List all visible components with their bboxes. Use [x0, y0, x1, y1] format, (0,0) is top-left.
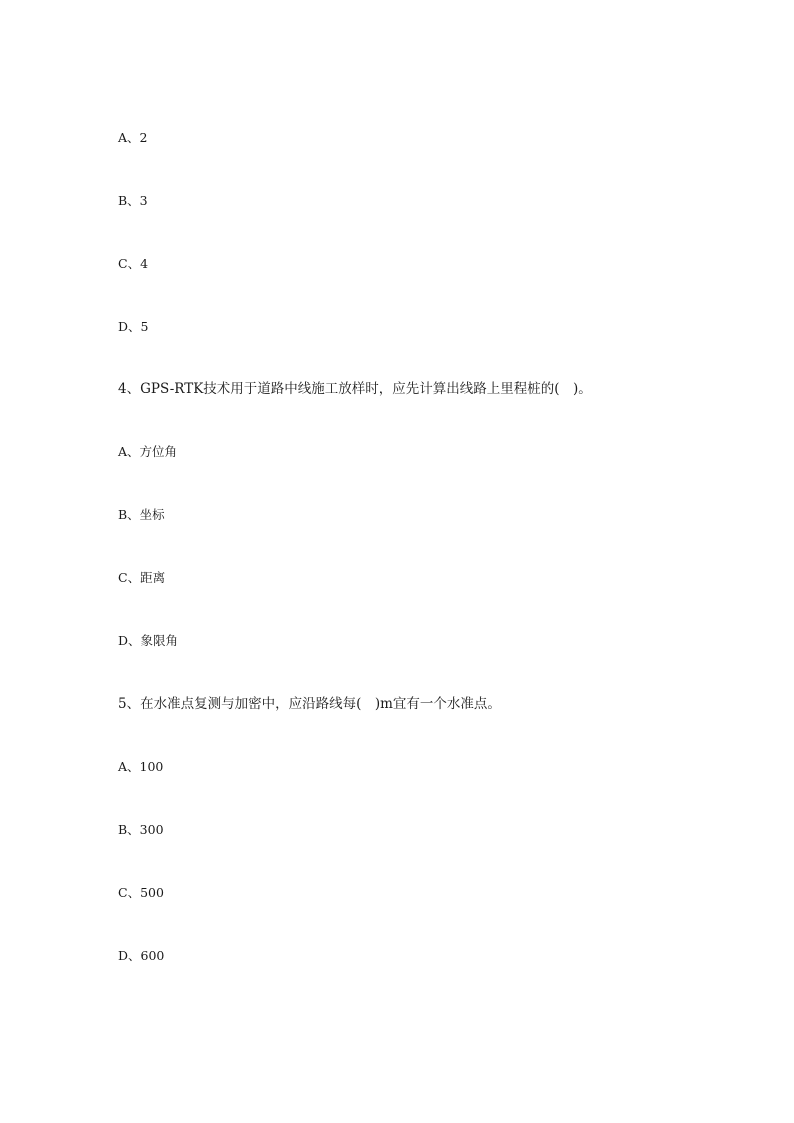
q5-option-c: C、500 — [118, 885, 164, 900]
q4-option-a: A、方位角 — [118, 444, 178, 459]
q3-option-a: A、2 — [118, 130, 148, 145]
q5-option-b: B、300 — [118, 822, 164, 837]
q4-stem: 4、GPS-RTK技术用于道路中线施工放样时，应先计算出线路上里程桩的( )。 — [118, 381, 592, 397]
q5-option-a: A、100 — [118, 759, 164, 774]
q4-option-b: B、坐标 — [118, 507, 165, 522]
q5-stem: 5、在水准点复测与加密中，应沿路线每( )m宜有一个水准点。 — [118, 696, 501, 712]
q3-option-c: C、4 — [118, 256, 149, 271]
q3-option-d: D、5 — [118, 319, 149, 334]
q3-option-b: B、3 — [118, 193, 148, 208]
q4-option-d: D、象限角 — [118, 633, 179, 648]
q5-option-d: D、600 — [118, 948, 165, 963]
q4-option-c: C、距离 — [118, 570, 166, 585]
